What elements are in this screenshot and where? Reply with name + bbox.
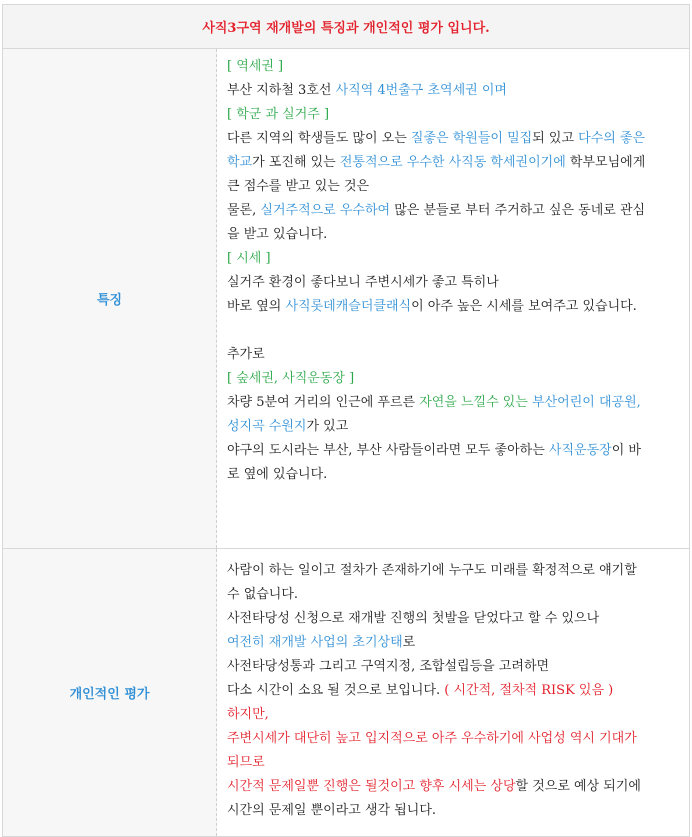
- text-line: 성지곡 수원지가 있고: [227, 419, 349, 434]
- text-line: 다소 시간이 소요 될 것으로 보입니다. ( 시간적, 절차적 RISK 있음 ): [227, 683, 614, 698]
- text-line: 차량 5분여 거리의 인근에 푸르른 자연을 느낄수 있는 부산어린이 대공원,: [227, 395, 641, 410]
- features-content: [217, 49, 689, 548]
- text-line: 되므로: [227, 755, 265, 770]
- table-title: 사직3구역 재개발의 특징과 개인적인 평가 입니다.: [202, 21, 490, 36]
- section-heading-forest: [ 숲세권, 사직운동장 ]: [227, 371, 355, 386]
- evaluation-content: [217, 549, 689, 836]
- text-line: 하지만,: [227, 707, 269, 722]
- text-line: 추가로: [227, 347, 265, 362]
- text-line: 사전타당성통과 그리고 구역지정, 조합설립등을 고려하면: [227, 659, 550, 674]
- text-line: 사전타당성 신청으로 재개발 진행의 첫발을 닫었다고 할 수 있으나: [227, 611, 600, 626]
- section-heading-price: [ 시세 ]: [227, 251, 271, 266]
- text-line: 을 받고 있습니다.: [227, 227, 328, 242]
- text-line: 주변시세가 대단히 높고 입지적으로 아주 우수하기에 사업성 역시 기대가: [227, 731, 637, 746]
- text-line: 학교가 포진해 있는 전통적으로 우수한 사직동 학세권이기에 학부모님에게: [227, 155, 646, 170]
- section-heading-school: [ 학군 과 실거주 ]: [227, 107, 330, 122]
- text-line: 다른 지역의 학생들도 많이 오는 질좋은 학원들이 밀집되 있고 다수의 좋은: [227, 131, 646, 146]
- table-header: [3, 5, 689, 49]
- features-row: [3, 49, 689, 549]
- text-line: 부산 지하철 3호선 사직역 4번출구 초역세권 이며: [227, 83, 507, 98]
- text-line: 여전히 재개발 사업의 초기상태로: [227, 635, 416, 650]
- evaluation-row: [3, 549, 689, 836]
- text-line: 시간적 문제일뿐 진행은 될것이고 향후 시세는 상당할 것으로 예상 되기에: [227, 779, 641, 794]
- text-line: 실거주 환경이 좋다보니 주변시세가 좋고 특히나: [227, 275, 499, 290]
- evaluation-label: 개인적인 평가: [3, 549, 217, 836]
- features-label: 특징: [3, 49, 217, 548]
- spacer: [227, 319, 679, 343]
- text-line: 야구의 도시라는 부산, 부산 사람들이라면 모두 좋아하는 사직운동장이 바: [227, 443, 641, 458]
- text-line: 시간의 문제일 뿐이라고 생각 됩니다.: [227, 803, 437, 818]
- info-table: [2, 4, 690, 837]
- text-line: 수 없습니다.: [227, 587, 299, 602]
- text-line: 사람이 하는 일이고 절차가 존재하기에 누구도 미래를 확정적으로 얘기할: [227, 563, 637, 578]
- text-line: 바로 옆의 사직롯데캐슬더클래식이 아주 높은 시세를 보여주고 있습니다.: [227, 299, 637, 314]
- text-line: 큰 점수를 받고 있는 것은: [227, 179, 370, 194]
- section-heading-station: [ 역세권 ]: [227, 59, 284, 74]
- text-line: 물론, 실거주적으로 우수하여 많은 분들로 부터 주거하고 싶은 동네로 관심: [227, 203, 646, 218]
- text-line: 로 옆에 있습니다.: [227, 467, 328, 482]
